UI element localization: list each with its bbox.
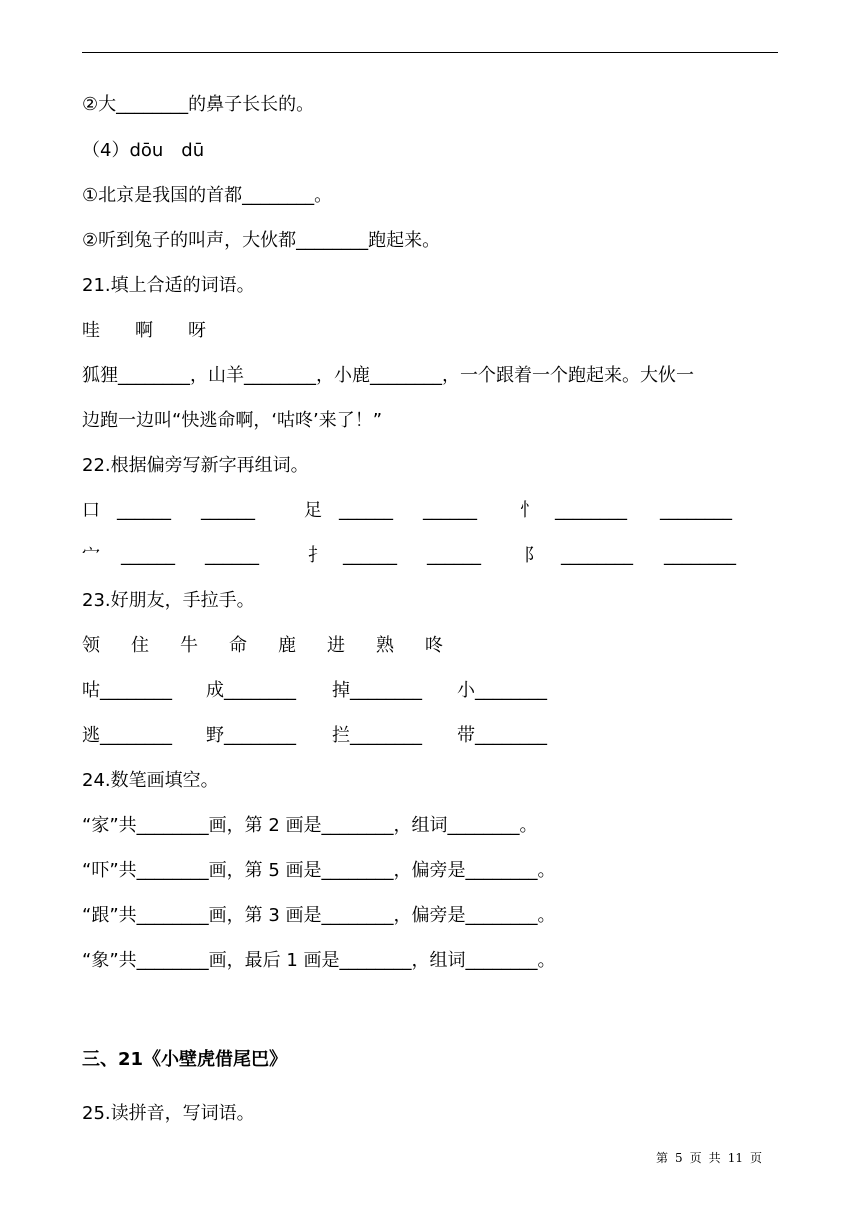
footer-text: 页 (749, 1151, 762, 1165)
word-bank-item: 哇 (82, 320, 100, 341)
text-line: “吓”共________画，第 5 画是________，偏旁是________。 (82, 860, 556, 881)
question-title: 22.根据偏旁写新字再组词。 (82, 455, 309, 476)
word-pair-blank: 野________ (206, 725, 296, 746)
section-heading: 三、21《小壁虎借尾巴》 (82, 1049, 288, 1070)
blank: ________ (660, 500, 732, 521)
text-line: 边跑一边叫“快逃命啊，‘咕咚’来了！” (82, 410, 383, 431)
blank: ________ (561, 545, 633, 566)
radical: 扌 (308, 545, 326, 566)
blank: ______ (205, 545, 259, 566)
word-pair-blank: 拦________ (332, 725, 422, 746)
text-line: “跟”共________画，第 3 画是________，偏旁是________。 (82, 905, 556, 926)
word-pair-blank: 掉________ (332, 680, 422, 701)
text-line: ②听到兔子的叫声，大伙都________跑起来。 (82, 230, 441, 251)
word-bank-item: 进 (327, 635, 345, 656)
blank: ______ (343, 545, 397, 566)
word-pair-blank: 咕________ (82, 680, 172, 701)
word-bank-item: 咚 (425, 635, 443, 656)
question-title: 24.数笔画填空。 (82, 770, 219, 791)
word-bank-item: 领 (82, 635, 100, 656)
word-pair-blank: 成________ (206, 680, 296, 701)
footer-text: 页 (689, 1151, 702, 1165)
radical: 忄 (520, 500, 538, 521)
blank: ______ (201, 500, 255, 521)
question-title: 25.读拼音，写词语。 (82, 1103, 255, 1124)
word-pair-blank: 逃________ (82, 725, 172, 746)
blank: ______ (121, 545, 175, 566)
word-bank-item: 呀 (188, 320, 206, 341)
blank: ______ (117, 500, 171, 521)
word-bank-item: 鹿 (278, 635, 296, 656)
footer-text: 第 (656, 1151, 669, 1165)
text-line: ②大________的鼻子长长的。 (82, 94, 315, 115)
word-bank-item: 命 (229, 635, 247, 656)
radical: 口 (82, 500, 100, 521)
text-line: “象”共________画，最后 1 画是________，组词________。 (82, 950, 556, 971)
footer-page-total: 11 (727, 1151, 743, 1165)
blank: ______ (423, 500, 477, 521)
text-line: （4）dōu dū (82, 140, 205, 161)
text-line: 狐狸________，山羊________，小鹿________，一个跟着一个跑起来。大伙一 (82, 365, 694, 386)
radical: 阝 (524, 545, 542, 566)
text-line: “家”共________画，第 2 画是________，组词________。 (82, 815, 538, 836)
footer-text: 共 (708, 1151, 721, 1165)
header-rule (82, 52, 778, 53)
radical: 宀 (82, 545, 100, 566)
blank: ______ (339, 500, 393, 521)
question-title: 23.好朋友，手拉手。 (82, 590, 255, 611)
word-bank-item: 熟 (376, 635, 394, 656)
word-pair-blank: 小________ (457, 680, 547, 701)
radical: 足 (304, 500, 322, 521)
blank: ________ (664, 545, 736, 566)
word-bank-item: 住 (131, 635, 149, 656)
word-bank-item: 牛 (180, 635, 198, 656)
text-line: ①北京是我国的首都________。 (82, 185, 333, 206)
page-footer (656, 1150, 769, 1166)
word-bank-item: 啊 (135, 320, 153, 341)
footer-page-number: 5 (675, 1151, 683, 1165)
blank: ______ (427, 545, 481, 566)
blank: ________ (555, 500, 627, 521)
question-title: 21.填上合适的词语。 (82, 275, 255, 296)
word-pair-blank: 带________ (457, 725, 547, 746)
